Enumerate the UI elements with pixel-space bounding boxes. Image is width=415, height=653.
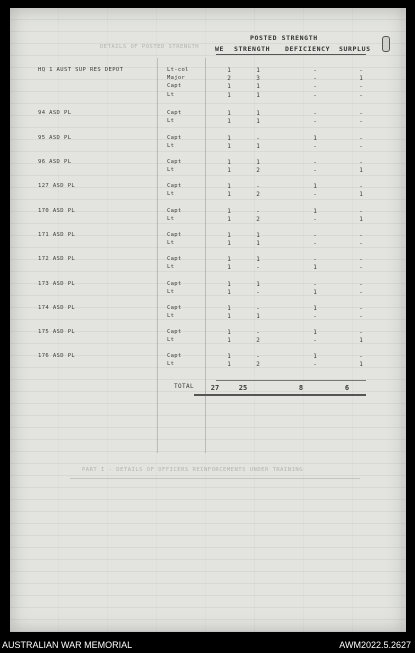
surplus-value: - (359, 264, 363, 272)
unit-label: 175 ASD PL (38, 329, 76, 335)
strength-value: 1 (256, 110, 260, 117)
deficiency-value: 1 (313, 289, 317, 297)
rank-label: Capt (167, 135, 182, 141)
deficiency-value: - (313, 281, 317, 288)
surplus-value: - (359, 208, 363, 215)
strength-value: - (256, 289, 260, 297)
we-value: 1 (227, 337, 231, 345)
we-value: 1 (227, 183, 231, 190)
surplus-value: - (359, 232, 363, 239)
deficiency-value: - (313, 143, 317, 151)
strength-value: 1 (256, 67, 260, 74)
strength-value: - (256, 329, 260, 336)
total-deficiency: 8 (298, 384, 304, 392)
surplus-value: 1 (359, 167, 363, 175)
posted-heading: POSTED (250, 34, 278, 42)
strength-value: 1 (256, 232, 260, 239)
deficiency-value: 1 (313, 353, 317, 360)
strength-value: 1 (256, 313, 260, 321)
strength-value: - (256, 208, 260, 215)
we-value: 1 (227, 208, 231, 215)
posted-heading-faint: STRENGTH (281, 34, 318, 42)
strength-value: 1 (256, 159, 260, 166)
col-strength: STRENGTH (234, 45, 271, 53)
deficiency-value: - (313, 159, 317, 166)
rank-label: Lt (167, 216, 175, 223)
strength-value: - (256, 264, 260, 272)
unit-label: HQ 1 AUST SUP RES DEPOT (38, 67, 124, 73)
surplus-value: 1 (359, 75, 363, 83)
deficiency-value: 1 (313, 208, 317, 215)
column-divider (157, 58, 158, 453)
we-value: 1 (227, 67, 231, 74)
deficiency-value: - (313, 167, 317, 175)
rank-label: Capt (167, 110, 182, 116)
faint-footer-rule (70, 478, 360, 479)
rank-label: Lt (167, 191, 175, 198)
surplus-value: - (359, 313, 363, 321)
strength-value: 2 (256, 191, 260, 199)
strength-value: 1 (256, 83, 260, 91)
surplus-value: - (359, 135, 363, 142)
unit-label: 127 ASD PL (38, 183, 76, 189)
we-value: 1 (227, 232, 231, 239)
strength-value: 2 (256, 361, 260, 369)
deficiency-value: - (313, 361, 317, 369)
rank-label: Lt (167, 167, 175, 174)
rank-label: Capt (167, 329, 182, 335)
col-surplus: SURPLUS (339, 45, 371, 53)
strength-value: 3 (256, 75, 260, 83)
total-rule-top (216, 380, 366, 381)
deficiency-value: - (313, 91, 317, 99)
binding-clip (382, 36, 390, 52)
unit-label: 173 ASD PL (38, 281, 76, 287)
deficiency-value: - (313, 191, 317, 199)
rank-label: Lt (167, 337, 175, 344)
we-value: 1 (227, 110, 231, 117)
rank-label: Lt-col (167, 67, 189, 73)
surplus-value: - (359, 256, 363, 263)
document-page (10, 8, 406, 632)
we-value: 1 (227, 329, 231, 336)
we-value: 1 (227, 264, 231, 272)
surplus-value: - (359, 281, 363, 288)
total-surplus: 6 (344, 384, 350, 392)
rank-label: Lt (167, 361, 175, 368)
surplus-value: - (359, 289, 363, 297)
we-value: 1 (227, 143, 231, 151)
surplus-value: - (359, 143, 363, 151)
strength-value: 1 (256, 281, 260, 288)
rank-label: Lt (167, 313, 175, 320)
strength-value: 1 (256, 256, 260, 263)
deficiency-value: - (313, 118, 317, 126)
strength-value: - (256, 135, 260, 142)
rank-label: Capt (167, 83, 182, 90)
we-value: 1 (227, 191, 231, 199)
rank-label: Capt (167, 305, 182, 311)
surplus-value: - (359, 159, 363, 166)
deficiency-value: 1 (313, 264, 317, 272)
strength-value: 1 (256, 91, 260, 99)
surplus-value: 1 (359, 361, 363, 369)
we-value: 1 (227, 216, 231, 224)
col-deficiency: DEFICIENCY (285, 45, 331, 53)
we-value: 1 (227, 361, 231, 369)
caption-left: AUSTRALIAN WAR MEMORIAL (2, 640, 133, 650)
deficiency-value: - (313, 75, 317, 83)
rank-label: Capt (167, 232, 182, 238)
rank-label: Capt (167, 208, 182, 214)
rank-label: Capt (167, 183, 182, 189)
deficiency-value: - (313, 216, 317, 224)
total-strength: 25 (238, 384, 248, 392)
we-value: 1 (227, 240, 231, 248)
deficiency-value: - (313, 232, 317, 239)
rank-label: Capt (167, 281, 182, 287)
strength-value: 2 (256, 337, 260, 345)
unit-label: 95 ASD PL (38, 135, 72, 141)
strength-value: 1 (256, 240, 260, 248)
faint-heading: DETAILS OF POSTED STRENGTH (100, 44, 200, 50)
we-value: 2 (227, 75, 231, 83)
rank-label: Lt (167, 289, 175, 296)
strength-value: 1 (256, 143, 260, 151)
unit-label: 174 ASD PL (38, 305, 76, 311)
deficiency-value: - (313, 67, 317, 74)
total-we: 27 (210, 384, 220, 392)
we-value: 1 (227, 256, 231, 263)
surplus-value: - (359, 305, 363, 312)
total-rule-bottom (194, 394, 366, 396)
deficiency-value: - (313, 83, 317, 91)
we-value: 1 (227, 281, 231, 288)
unit-label: 176 ASD PL (38, 353, 76, 359)
we-value: 1 (227, 313, 231, 321)
unit-label: 170 ASD PL (38, 208, 76, 214)
rank-label: Major (167, 75, 186, 82)
surplus-value: - (359, 110, 363, 117)
strength-value: 2 (256, 167, 260, 175)
rank-label: Lt (167, 118, 175, 125)
faint-footer: PART I - DETAILS OF OFFICERS REINFORCEMENTS UNDER TRAINING (82, 467, 304, 473)
rank-label: Lt (167, 91, 175, 98)
deficiency-value: - (313, 256, 317, 263)
unit-label: 94 ASD PL (38, 110, 72, 116)
we-value: 1 (227, 353, 231, 360)
deficiency-value: - (313, 240, 317, 248)
unit-label: 172 ASD PL (38, 256, 76, 262)
rank-label: Capt (167, 256, 182, 262)
surplus-value: - (359, 83, 363, 91)
we-value: 1 (227, 305, 231, 312)
deficiency-value: - (313, 313, 317, 321)
unit-label: 171 ASD PL (38, 232, 76, 238)
rank-label: Lt (167, 143, 175, 150)
surplus-value: - (359, 118, 363, 126)
surplus-value: - (359, 353, 363, 360)
rank-label: Capt (167, 159, 182, 165)
surplus-value: 1 (359, 191, 363, 199)
we-value: 1 (227, 118, 231, 126)
deficiency-value: 1 (313, 305, 317, 312)
we-value: 1 (227, 167, 231, 175)
strength-value: - (256, 305, 260, 312)
rank-label: Lt (167, 240, 175, 247)
surplus-value: - (359, 329, 363, 336)
deficiency-value: - (313, 110, 317, 117)
strength-value: - (256, 183, 260, 190)
surplus-value: - (359, 67, 363, 74)
we-value: 1 (227, 83, 231, 91)
we-value: 1 (227, 159, 231, 166)
deficiency-value: 1 (313, 329, 317, 336)
strength-value: 2 (256, 216, 260, 224)
surplus-value: 1 (359, 216, 363, 224)
unit-label: 96 ASD PL (38, 159, 72, 165)
deficiency-value: 1 (313, 135, 317, 142)
header-rule (216, 54, 366, 55)
rank-label: Capt (167, 353, 182, 359)
we-value: 1 (227, 289, 231, 297)
strength-value: 1 (256, 118, 260, 126)
surplus-value: 1 (359, 337, 363, 345)
surplus-value: - (359, 91, 363, 99)
col-we: WE (215, 45, 225, 53)
we-value: 1 (227, 91, 231, 99)
strength-value: - (256, 353, 260, 360)
rank-label: Lt (167, 264, 175, 271)
surplus-value: - (359, 183, 363, 190)
deficiency-value: 1 (313, 183, 317, 190)
caption-right: AWM2022.5.2627 (339, 640, 411, 650)
we-value: 1 (227, 135, 231, 142)
deficiency-value: - (313, 337, 317, 345)
total-label: TOTAL (174, 383, 195, 390)
surplus-value: - (359, 240, 363, 248)
